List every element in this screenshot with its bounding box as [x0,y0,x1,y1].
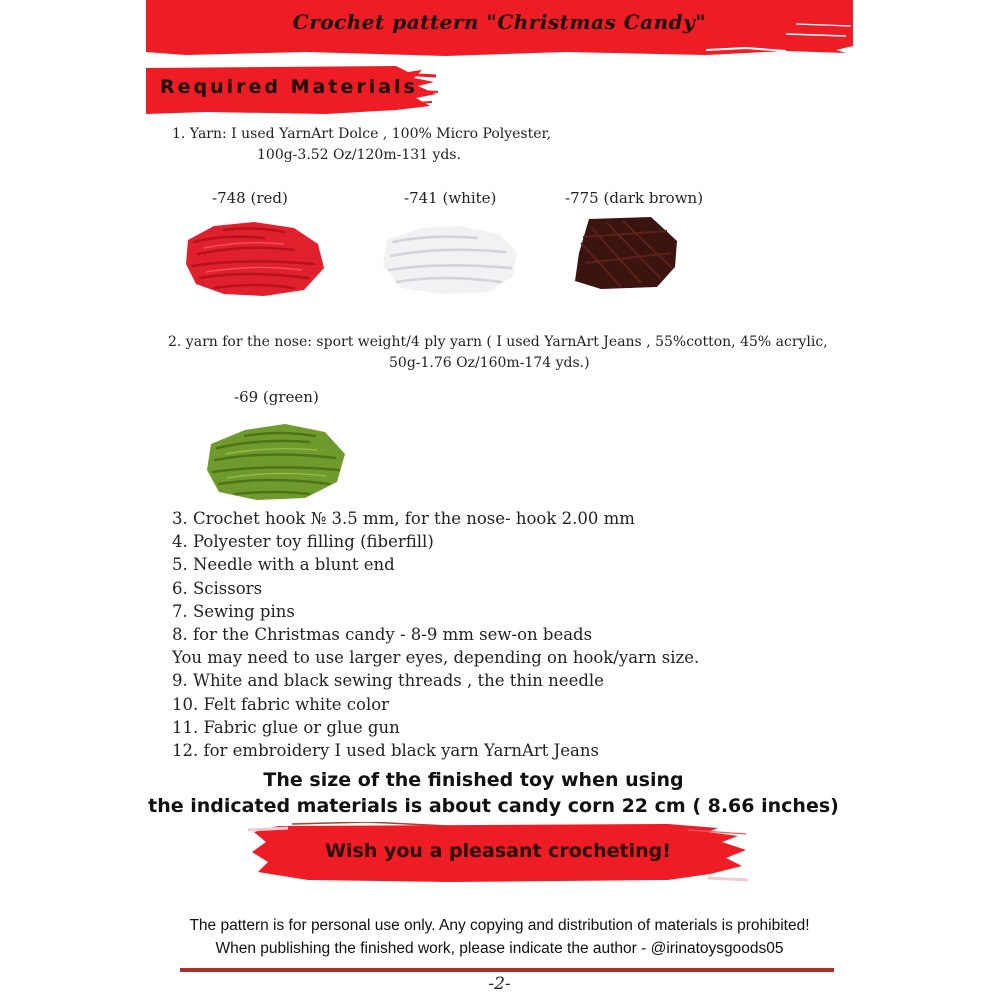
page-number: -2- [488,974,511,994]
swatch-label-brown: -775 (dark brown) [565,189,704,207]
list-item: 3. Crochet hook № 3.5 mm, for the nose- hook 2.00 mm [172,509,635,528]
list-item: 6. Scissors [172,578,263,598]
list-item: 12. for embroidery I used black yarn YarnArt Jeans [172,741,599,761]
swatch-label-red: -748 (red) [212,189,288,207]
list-item: You may need to use larger eyes, depending on hook/yarn size. [172,648,700,668]
size-note-line2: the indicated materials is about candy corn 22 cm ( 8.66 inches) [148,795,839,817]
swatch-label-white: -741 (white) [404,189,497,207]
yarn-swatch-white [381,222,521,296]
list-item: 10. Felt fabric white color [172,694,390,714]
footer-divider [180,968,834,972]
list-item: 5. Needle with a blunt end [172,555,395,575]
materials-list [172,507,699,762]
list-item: 4. Polyester toy filling (fiberfill) [172,532,434,552]
footer-line2: When publishing the finished work, please indicate the author - @irinatoysgoods05 [215,940,784,957]
yarn1-line2: 100g-3.52 Oz/120m-131 yds. [257,147,462,163]
yarn2-line2: 50g-1.76 Oz/160m-174 yds.) [389,355,590,371]
wish-text: Wish you a pleasant crocheting! [325,840,671,862]
swatch-label-green: -69 (green) [234,388,319,406]
yarn-swatch-red [184,218,326,298]
list-item: 8. for the Christmas candy - 8-9 mm sew-on beads [172,625,593,645]
list-item: 11. Fabric glue or glue gun [172,717,400,737]
footer-line1: The pattern is for personal use only. Any copying and distribution of materials is prohibited! [189,917,810,934]
list-item: 7. Sewing pins [172,601,295,621]
yarn2-line1: 2. yarn for the nose: sport weight/4 ply yarn ( I used YarnArt Jeans , 55%cotton, 45% acrylic, [168,334,828,350]
yarn1-line1: 1. Yarn: I used YarnArt Dolce , 100% Micro Polyester, [172,126,552,142]
yarn-swatch-brown [571,213,683,291]
size-note-line1: The size of the finished toy when using [263,769,684,791]
page-title: Crochet pattern "Christmas Candy" [292,10,707,34]
list-item: 9. White and black sewing threads , the thin needle [172,671,604,691]
yarn-swatch-green [205,420,348,502]
section-title: Required Materials [160,76,418,98]
